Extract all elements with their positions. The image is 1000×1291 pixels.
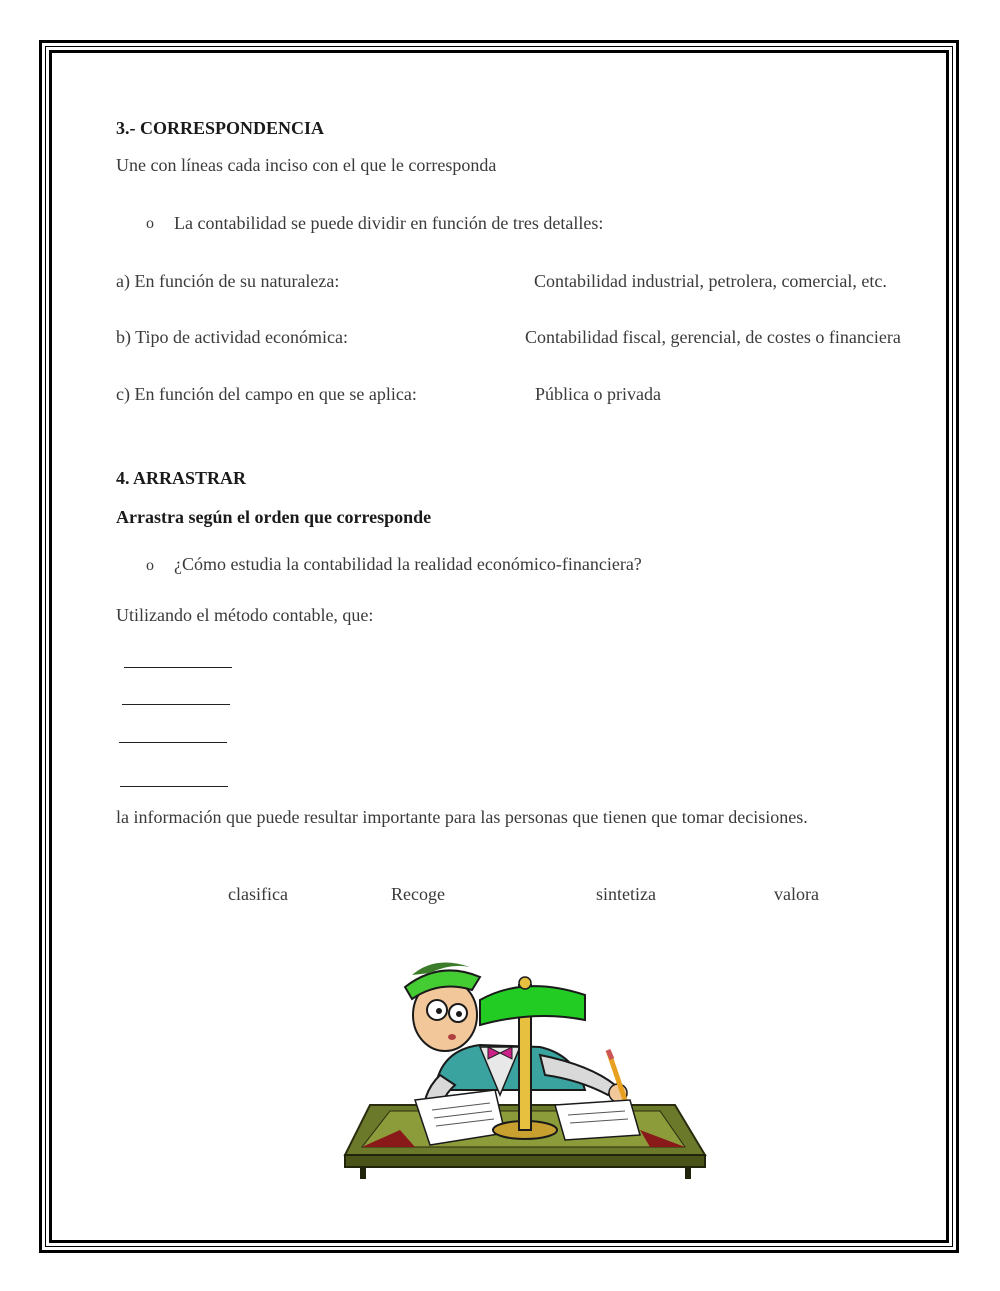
section4-bullet-text: ¿Cómo estudia la contabilidad la realidad económico-financiera? bbox=[174, 554, 642, 574]
match-left-item-c[interactable]: c) En función del campo en que se aplica: bbox=[116, 384, 417, 404]
drag-word-valora[interactable]: valora bbox=[774, 884, 819, 904]
match-left-item-b[interactable]: b) Tipo de actividad económica: bbox=[116, 327, 348, 347]
desk-leg bbox=[360, 1167, 366, 1179]
match-right-item-1[interactable]: Contabilidad industrial, petrolera, comercial, etc. bbox=[534, 271, 887, 291]
desk-front bbox=[345, 1155, 705, 1167]
desk-leg bbox=[685, 1167, 691, 1179]
section4-title: 4. ARRASTRAR bbox=[116, 468, 247, 488]
bullet-marker: o bbox=[146, 215, 154, 232]
eye bbox=[436, 1008, 442, 1014]
eye bbox=[456, 1011, 462, 1017]
section3-instruction: Une con líneas cada inciso con el que le corresponda bbox=[116, 155, 497, 175]
section4-instruction: Arrastra según el orden que corresponde bbox=[116, 507, 432, 527]
lamp-shade bbox=[480, 986, 585, 1025]
match-left-item-a[interactable]: a) En función de su naturaleza: bbox=[116, 271, 340, 291]
section3-bullet-text: La contabilidad se puede dividir en función de tres detalles: bbox=[174, 213, 604, 233]
accountant-illustration bbox=[340, 955, 710, 1180]
drop-slot-4[interactable] bbox=[120, 786, 228, 787]
drop-slot-2[interactable] bbox=[122, 704, 230, 705]
drop-slot-3[interactable] bbox=[119, 742, 227, 743]
bullet-marker: o bbox=[146, 557, 154, 574]
section3-title: 3.- CORRESPONDENCIA bbox=[116, 118, 325, 138]
section4-closing-text: la información que puede resultar importante para las personas que tienen que tomar decisiones. bbox=[116, 807, 808, 827]
drag-word-recoge[interactable]: Recoge bbox=[391, 884, 445, 904]
drag-word-clasifica[interactable]: clasifica bbox=[228, 884, 288, 904]
drag-word-sintetiza[interactable]: sintetiza bbox=[596, 884, 656, 904]
match-right-item-2[interactable]: Contabilidad fiscal, gerencial, de costes o financiera bbox=[525, 327, 901, 347]
paper-right bbox=[555, 1100, 640, 1140]
lamp-finial bbox=[519, 977, 531, 989]
match-right-item-3[interactable]: Pública o privada bbox=[535, 384, 661, 404]
drop-slot-1[interactable] bbox=[124, 667, 232, 668]
mouth bbox=[448, 1034, 456, 1040]
section4-lead-text: Utilizando el método contable, que: bbox=[116, 605, 374, 625]
